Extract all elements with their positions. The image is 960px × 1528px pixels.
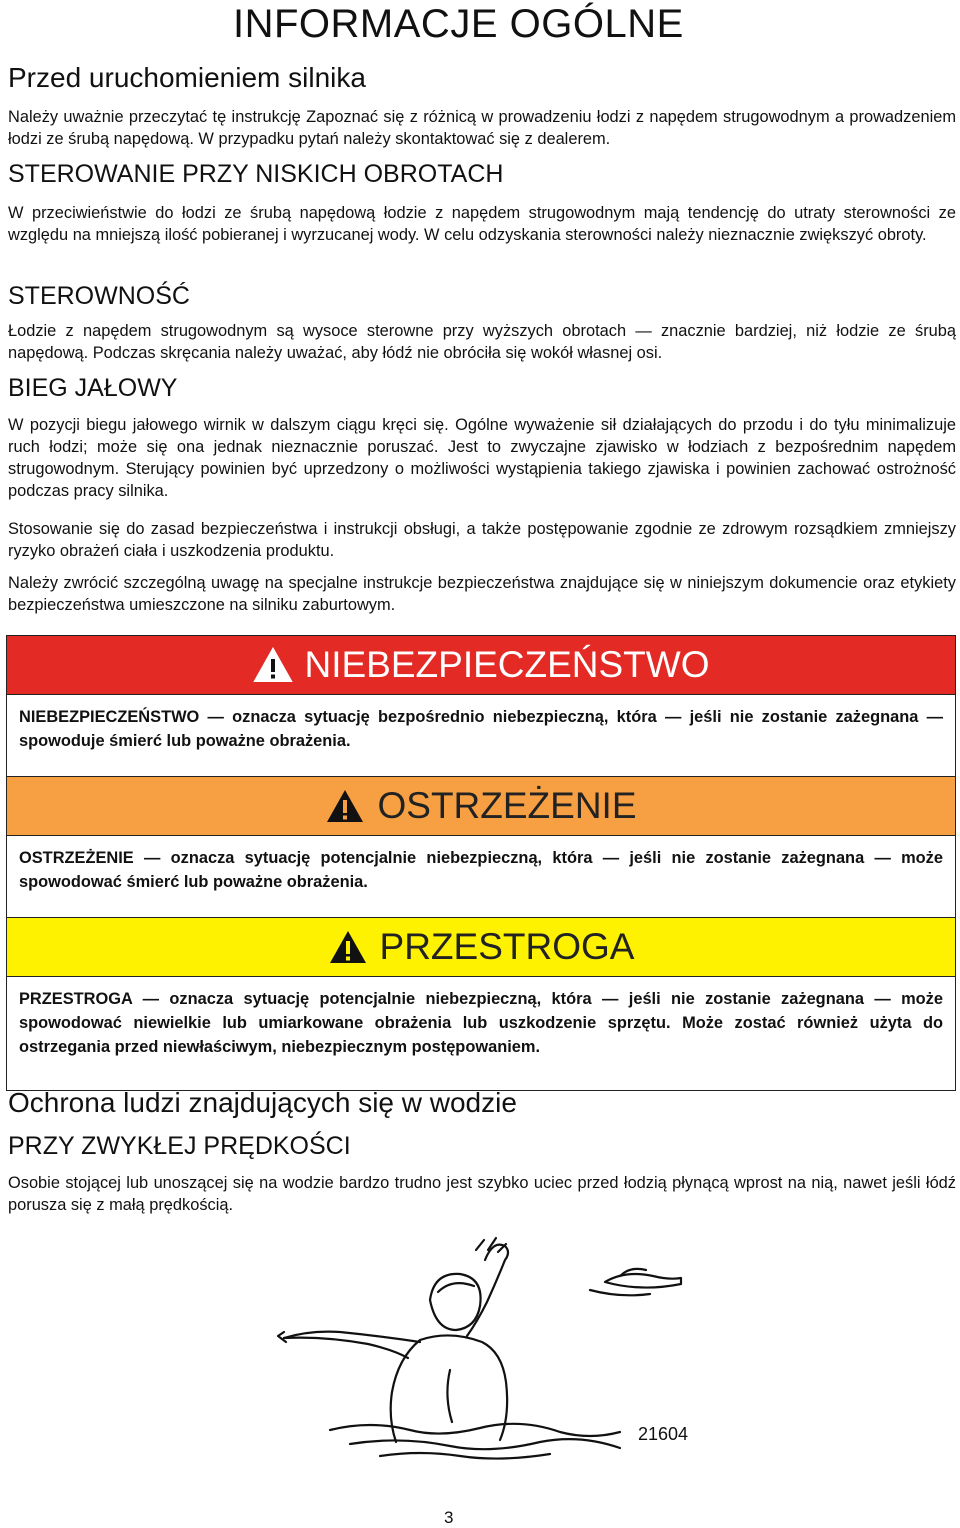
caution-box — [6, 917, 956, 1091]
heading-idle: BIEG JAŁOWY — [8, 374, 178, 402]
heading-steerability: STEROWNOŚĆ — [8, 282, 190, 310]
warning-triangle-icon — [328, 929, 368, 965]
warning-text: OSTRZEŻENIE — oznacza sytuację potencjalnie niebezpieczną, która — jeśli nie zostanie zażegnana — może spowodować śmierć lub poważne obrażenia. — [7, 835, 955, 926]
warning-label: OSTRZEŻENIE — [377, 785, 637, 826]
paragraph-normal-speed: Osobie stojącej lub unoszącej się na wodzie bardzo trudno jest szybko uciec przed łodzią płynącą wprost na nią, nawet jeśli łódź porusza się z małą prędkością. — [8, 1174, 956, 1214]
page-number: 3 — [444, 1508, 454, 1527]
paragraph-safety-1: Stosowanie się do zasad bezpieczeństwa i instrukcji obsługi, a także postępowanie zgodnie ze zdrowym rozsądkiem zmniejszy ryzyko obrażeń ciała i uszkodzenia produktu. — [8, 520, 956, 560]
paragraph-idle: W pozycji biegu jałowego wirnik w dalszym ciągu kręci się. Ogólne wyważenie sił działających do przodu i do tyłu minimalizuje ruch łodzi; może się ona jednak nieznacznie poruszać. Jest to zwyczajne zjawisko w łodziach z bezpośrednim napędem strugowodnym. Sterujący powinien być uprzedzony o możliwości wystąpienia takiego zjawiska i powinien zachować ostrożność podczas pracy silnika. — [8, 416, 956, 500]
warning-triangle-icon — [253, 647, 293, 683]
danger-text: NIEBEZPIECZEŃSTWO — oznacza sytuację bezpośrednio niebezpieczną, która — jeśli nie zostanie zażegnana — spowoduje śmierć lub poważne obrażenia. — [7, 694, 955, 785]
section-title-before-start: Przed uruchomieniem silnika — [8, 62, 366, 93]
danger-header — [7, 636, 955, 694]
warning-header — [7, 777, 955, 835]
page-title: INFORMACJE OGÓLNE — [233, 2, 684, 46]
caution-header — [7, 918, 955, 976]
warning-box — [6, 776, 956, 927]
paragraph-before-start: Należy uważnie przeczytać tę instrukcję Zapoznać się z różnicą w prowadzeniu łodzi z napędem strugowodnym a prowadzeniem łodzi ze śrubą napędową. W przypadku pytań należy skontaktować się z dealerem. — [8, 108, 956, 148]
warning-triangle-icon — [325, 788, 365, 824]
paragraph-low-speed-steering: W przeciwieństwie do łodzi ze śrubą napędową łodzie z napędem strugowodnym mają tendencję do utraty sterowności ze względu na mniejszą ilość pobieranej i wyrzucanej wody. W celu odzyskania sterowności należy nieznacznie zwiększyć obroty. — [8, 204, 956, 244]
caution-label: PRZESTROGA — [379, 926, 635, 967]
heading-normal-speed: PRZY ZWYKŁEJ PRĘDKOŚCI — [8, 1132, 351, 1160]
heading-low-speed-steering: STEROWANIE PRZY NISKICH OBROTACH — [8, 160, 504, 188]
caution-text: PRZESTROGA — oznacza sytuację potencjalnie niebezpieczną, która — jeśli nie zostanie zażegnana — może spowodować niewielkie lub umiarkowane obrażenia lub uszkodzenie sprzętu. Może zostać również użyta do ostrzegania przed niewłaściwym, niebezpiecznym postępowaniem. — [7, 976, 955, 1090]
figure-number: 21604 — [638, 1424, 689, 1444]
paragraph-safety-2: Należy zwrócić szczególną uwagę na specjalne instrukcje bezpieczeństwa znajdujące się w niniejszym dokumencie oraz etykiety bezpieczeństwa umieszczone na silniku zaburtowym. — [8, 574, 956, 614]
danger-label: NIEBEZPIECZEŃSTWO — [304, 644, 710, 685]
section-title-protection: Ochrona ludzi znajdujących się w wodzie — [8, 1087, 517, 1118]
paragraph-steerability: Łodzie z napędem strugowodnym są wysoce sterowne przy wyższych obrotach — znacznie bardziej, niż łodzie ze śrubą napędową. Podczas skręcania należy uważać, aby łódź nie obróciła się wokół własnej osi. — [8, 322, 956, 362]
danger-box — [6, 635, 956, 786]
